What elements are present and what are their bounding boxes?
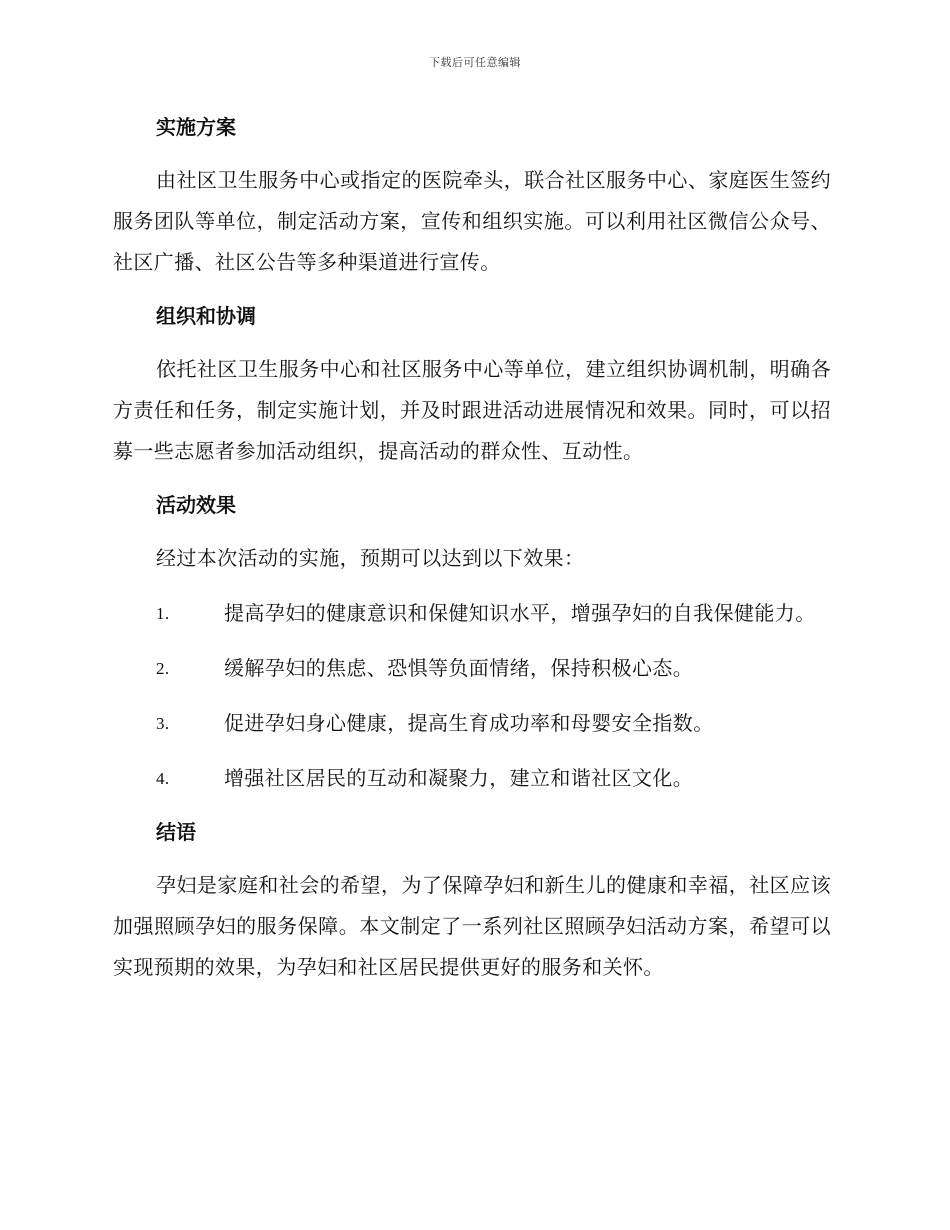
- list-item-text: 促进孕妇身心健康，提高生育成功率和母婴安全指数。: [224, 711, 714, 735]
- effect-list-item: [113, 703, 831, 744]
- document-body: [113, 108, 831, 1002]
- paragraph-effects-intro: 经过本次活动的实施，预期可以达到以下效果：: [156, 546, 585, 570]
- paragraph-implementation: 由社区卫生服务中心或指定的医院牵头，联合社区服务中心、家庭医生签约服务团队等单位，制定活动方案，宣传和组织实施。可以利用社区微信公众号、社区广播、社区公告等多种渠道进行宣传。: [113, 168, 831, 274]
- section-heading-implementation: 实施方案: [156, 115, 236, 139]
- page-header: 下载后可任意编辑: [429, 56, 521, 69]
- section-heading-effects: 活动效果: [156, 493, 236, 517]
- list-number: 4.: [156, 769, 170, 788]
- list-item-text: 增强社区居民的互动和凝聚力，建立和谐社区文化。: [224, 766, 694, 790]
- paragraph-conclusion: 孕妇是家庭和社会的希望，为了保障孕妇和新生儿的健康和幸福，社区应该加强照顾孕妇的服务保障。本文制定了一系列社区照顾孕妇活动方案，希望可以实现预期的效果，为孕妇和社区居民提供更好的服务和关怀。: [113, 873, 831, 979]
- paragraph-coordination: 依托社区卫生服务中心和社区服务中心等单位，建立组织协调机制，明确各方责任和任务，制定实施计划，并及时跟进活动进展情况和效果。同时，可以招募一些志愿者参加活动组织，提高活动的群众性、互动性。: [113, 357, 831, 463]
- list-item-text: 缓解孕妇的焦虑、恐惧等负面情绪，保持积极心态。: [224, 656, 694, 680]
- effect-list-item: [113, 648, 831, 689]
- list-number: 1.: [156, 604, 170, 623]
- section-heading-coordination: 组织和协调: [156, 304, 256, 328]
- effect-list-item: [113, 593, 831, 634]
- effect-list-item: [113, 758, 831, 799]
- list-number: 3.: [156, 714, 170, 733]
- list-item-text: 提高孕妇的健康意识和保健知识水平，增强孕妇的自我保健能力。: [224, 601, 816, 625]
- list-number: 2.: [156, 659, 170, 678]
- section-heading-conclusion: 结语: [156, 820, 196, 844]
